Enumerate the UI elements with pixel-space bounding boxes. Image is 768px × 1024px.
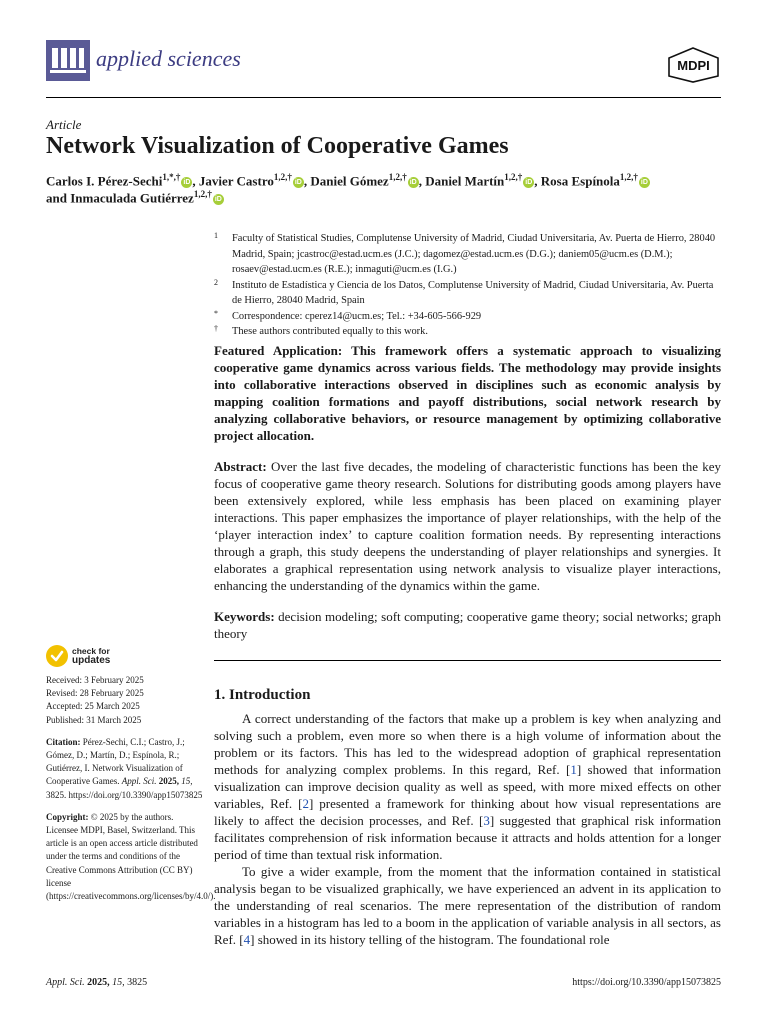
copyright-text: © 2025 by the authors. Licensee MDPI, Basel, Switzerland. This article is an open access article distributed under the terms and conditions of the Creative Commons Attribution (CC BY) license (https://creativecommons.org/licenses/by/4.0/). [46,811,216,902]
text-run: ] suggested that graphical risk information facilitates comprehension of risk information because it attracts and holds attention for a longer period of time than textual risk information. [214,813,721,862]
orcid-icon[interactable]: iD [294,179,302,187]
author-name[interactable]: Daniel Martín [425,173,505,189]
paper-title: Network Visualization of Cooperative Games [46,133,509,159]
keywords [214,608,721,642]
keywords-text: decision modeling; soft computing; cooperative game theory; social networks; graph theory [214,609,722,641]
text-run: To give a wider example, from the moment that the information contained in statistical analysis began to be visualized graphically, we have experienced an advent in its application to the understanding of real scenarios. The mere representation of the distribution of random variables in a histogram has led to a boom in the application of variable analysis in all sectors, as Ref. [ [214,864,721,947]
mdpi-logo-text: MDPI [677,58,710,73]
received-date: Received: 3 February 2025 [46,675,144,685]
citation-doi[interactable]: 3825. https://doi.org/10.3390/app15073825 [46,789,203,800]
article-type: Article [46,117,82,132]
reference-link[interactable]: 3 [483,813,490,828]
accepted-date: Accepted: 25 March 2025 [46,701,140,712]
citation [46,736,204,802]
author-affiliation-mark: 1,2,† [504,172,523,182]
author-name[interactable]: Carlos I. Pérez-Sechi [46,173,163,189]
abstract-label: Abstract: [214,459,267,474]
article-sidebar [46,674,216,903]
reference-link[interactable]: 1 [570,762,577,777]
reference-link[interactable]: 4 [243,932,251,947]
check-updates-text [72,647,110,665]
keywords-label: Keywords: [214,609,275,624]
footer-journal: Appl. Sci. [46,977,85,988]
affiliation-item [214,278,722,309]
journal-logo-icon [46,40,90,81]
text-run: ] presented a framework for thinking about how visual representations are likely to affect the decision processes, and Ref. [ [214,796,721,828]
affiliation-item [214,231,722,278]
affiliation-mark: 1 [214,231,218,240]
check-updates-icon [46,645,68,667]
footer-citation [46,977,147,988]
orcid-icon[interactable]: iD [525,179,533,187]
copyright-label: Copyright: [46,811,89,822]
correspondence-item [214,309,722,325]
citation-volume: 15, [181,776,193,787]
author-name[interactable]: Daniel Gómez [310,173,389,189]
affiliation-mark: † [214,324,218,333]
footer-article-number: 3825 [127,977,148,988]
correspondence-text: Correspondence: cperez14@ucm.es; Tel.: +34-605-566-929 [232,310,482,322]
section-divider [214,660,721,661]
reference-link[interactable]: 2 [302,796,309,811]
text-run: A correct understanding of the factors that make up a problem is key when analyzing and solving such a problem, even more so when there is a high volume of information about the problem or its factors. This has led to the widespread adoption of graphical representation methods for analyzing complex problems. In this regard, Ref. [ [214,711,721,777]
orcid-icon[interactable]: iD [409,179,417,187]
author-and: and [46,190,67,206]
citation-text: Pérez-Sechi, C.I.; Castro, J.; Gómez, D.; Martín, D.; Espínola, R.; Gutiérrez, I. Network Visualization of Cooperative Games. [46,736,185,787]
journal-name[interactable]: applied sciences [96,46,241,71]
author-affiliation-mark: 1,2,† [388,172,407,182]
orcid-icon[interactable]: iD [640,179,648,187]
affiliations [214,231,722,340]
author-line-1: Carlos I. Pérez-Sechi$^{1,*,\dagger}$iD , Javier Castro$^{1,2,\dagger}$iD , Daniel Gómez$^{1,2,\dagger}$iD , Daniel Martín$^{1,2,\dagger}$iD , Rosa Espínola$^{1,2,\dagger}$iD [46,172,648,189]
author-affiliation-mark: 1,*,† [162,172,181,182]
check-updates-line: check for [72,646,110,656]
mdpi-logo-icon[interactable] [666,46,721,84]
affiliation-mark: * [214,308,218,318]
introduction-body [214,710,721,948]
affiliation-mark: 2 [214,277,218,287]
abstract [214,458,721,594]
paragraph [214,710,721,863]
author-line-2 [46,189,224,206]
footer-doi-link[interactable]: https://doi.org/10.3390/app15073825 [572,977,721,988]
copyright [46,811,216,903]
text-run: ] showed in its history telling of the histogram. The foundational role [250,932,610,947]
citation-label: Citation: [46,736,81,747]
equal-contribution-text: These authors contributed equally to this work. [232,326,428,337]
featured-application: Featured Application: This framework offers a systematic approach to visualizing cooperative game dynamics across various fields. The methodology may provide insights into collaborative interactions observed in disciplines such as economic analysis by mapping coalition formations and payoff distributions, social network research by analyzing collaborative behaviors, or resource management by optimizing collaborative project allocation. [214,343,721,443]
author-affiliation-mark: 1,2,† [193,189,212,199]
revised-date: Revised: 28 February 2025 [46,688,144,699]
header-divider [46,97,721,98]
citation-journal: Appl. Sci. [121,776,157,787]
affiliation-text: Instituto de Estadística y Ciencia de los Datos, Complutense University of Madrid, Ciudad Universitaria, Av. Puerta de Hierro, 28040 Madrid, Spain [232,279,714,306]
affiliation-text: Faculty of Statistical Studies, Complutense University of Madrid, Ciudad Universitaria, Av. Puerta de Hierro, 28040 Madrid, Spain; jcastroc@estad.ucm.es (J.C.); dagomez@estad.ucm.es (D.G.); daniem05@ucm.es (D.M.); rosaev@estad.ucm.es (R.E.); inmaguti@ucm.es (I.G.) [232,233,716,275]
abstract-text: Over the last five decades, the modeling of characteristic functions has been the key focus of cooperative game theory research. Solutions for distributing goods among players have been extensively explored, while less emphasis has been placed on examining player interactions. This paper emphasizes the importance of player relationships, with the help of the ‘player interaction index’ to capture coalition formation needs. By representing interactions through a graph, this study deepens the understanding of player relationships and synergies. It elaborates a graphical representation using network analysis to visualize player interactions, enhancing the understanding of the dynamics within the game. [214,459,722,593]
paragraph [214,863,721,948]
published-date: Published: 31 March 2025 [46,714,142,725]
citation-year: 2025, [158,776,179,787]
orcid-icon[interactable]: iD [214,196,222,204]
check-updates-line: updates [72,655,111,666]
author-name[interactable]: Javier Castro [198,173,274,189]
author-affiliation-mark: 1,2,† [273,172,292,182]
section-heading-introduction: 1. Introduction [214,687,311,703]
orcid-icon[interactable]: iD [183,179,191,187]
author-name[interactable]: Inmaculada Gutiérrez [70,190,194,206]
author-affiliation-mark: 1,2,† [619,172,638,182]
text-run: ] showed that information visualization can improve decision quality as well as speed, with more mixed effects on other variables, Ref. [ [214,762,721,811]
footer-volume: 15, [112,977,125,988]
footer-year: 2025, [87,977,110,988]
check-for-updates-button[interactable] [46,645,126,669]
author-name[interactable]: Rosa Espínola [540,173,620,189]
equal-contribution-item [214,324,722,340]
